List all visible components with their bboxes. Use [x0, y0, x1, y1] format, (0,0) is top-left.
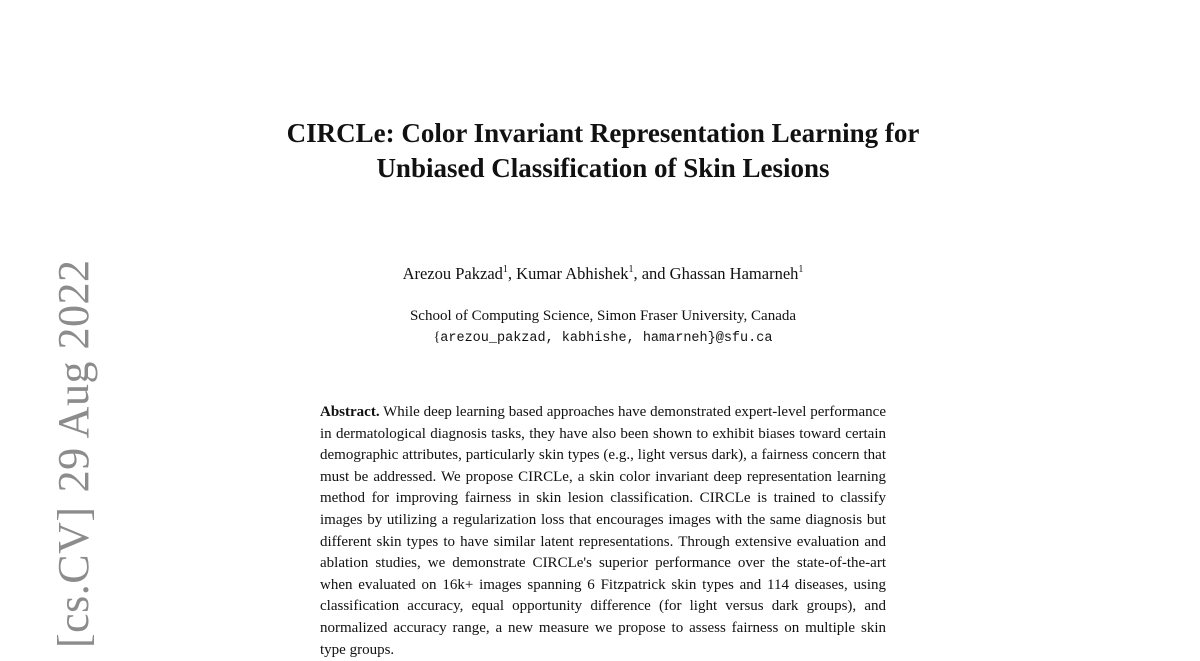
email-brace-open: {	[433, 330, 441, 345]
author-emails	[280, 328, 926, 349]
arxiv-category: [cs.CV]	[49, 506, 98, 648]
arxiv-sidebar-stamp	[49, 259, 98, 648]
abstract-text: While deep learning based approaches have demonstrated expert-level performance in dermatological diagnosis tasks, they have also been shown to exhibit biases toward certain demographic attributes, particularly skin types (e.g., light versus dark), a fairness concern that must be addressed. We propose CIRCLe, a skin color invariant deep representation learning method for improving fairness in skin lesion classification. CIRCLe is trained to classify images by utilizing a regularization loss that encourages images with the same diagnosis but different skin types to have similar latent representations. Through extensive evaluation and ablation studies, we demonstrate CIRCLe's superior performance over the state-of-the-art when evaluated on 16k+ images spanning 6 Fitzpatrick skin types and 114 diseases, using classification accuracy, equal opportunity difference (for light versus dark groups), and normalized accuracy range, a new measure we propose to assess fairness on multiple skin type groups.	[320, 404, 886, 658]
paper-title: CIRCLe: Color Invariant Representation Learning for Unbiased Classification of Skin Lesions	[286, 118, 920, 183]
author-separator: , and	[633, 264, 670, 283]
author-name: Kumar Abhishek	[516, 264, 629, 283]
author-name: Arezou Pakzad	[402, 264, 503, 283]
abstract	[320, 402, 886, 661]
author-separator: ,	[507, 264, 517, 283]
affiliation: School of Computing Science, Simon Fraser University, Canada	[409, 308, 797, 324]
author-name: Ghassan Hamarneh	[669, 264, 799, 283]
author-list	[280, 263, 926, 285]
email-domain: }@sfu.ca	[707, 331, 773, 346]
author-affiliation-mark: 1	[798, 264, 804, 275]
author-affiliation-mark: 1	[628, 264, 634, 275]
author-affiliation-mark: 1	[502, 264, 508, 275]
email-users: arezou_pakzad, kabhishe, hamarneh	[440, 331, 708, 346]
arxiv-date: 29 Aug 2022	[49, 259, 98, 493]
abstract-label: Abstract.	[320, 404, 380, 420]
